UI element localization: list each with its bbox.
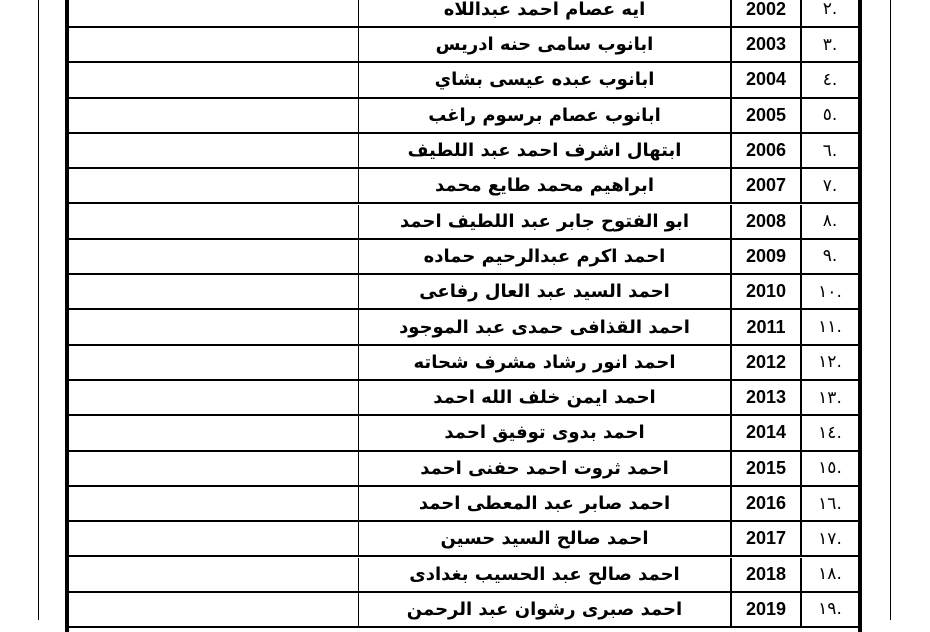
row-number-cell: .٥ [822, 105, 838, 126]
student-name-cell: احمد السيد عبد العال رفاعى [359, 275, 732, 308]
table-row [69, 487, 858, 522]
table-row [69, 134, 858, 169]
student-code-cell: 2010 [732, 275, 802, 308]
row-number-cell: .٨ [822, 211, 838, 232]
table-row [69, 169, 858, 204]
student-code-cell: 2003 [732, 28, 802, 61]
row-number-cell: .١٧ [818, 528, 842, 549]
student-name-cell: ابانوب سامى حنه ادريس [359, 28, 732, 61]
student-name-cell: احمد ايمن خلف الله احمد [359, 381, 732, 414]
table-row [69, 275, 858, 310]
student-name-cell: احمد صالح السيد حسين [359, 522, 732, 555]
student-name-cell: احمد صالح عبد الحسيب بغدادى [359, 558, 732, 591]
student-name-cell: ابانوب عصام برسوم راغب [359, 99, 732, 132]
table-row [69, 381, 858, 416]
student-code-cell: 2008 [732, 205, 802, 238]
student-name-cell: ابانوب عبده عيسى بشاي [359, 63, 732, 96]
blank-cell [69, 487, 359, 520]
blank-cell [69, 240, 359, 273]
page-border-right [890, 0, 891, 620]
blank-cell [69, 134, 359, 167]
student-name-cell: احمد صبرى رشوان عبد الرحمن [359, 593, 732, 626]
table-row [69, 310, 858, 345]
blank-cell [69, 99, 359, 132]
table-row [69, 558, 858, 593]
table-row [69, 452, 858, 487]
blank-cell [69, 310, 359, 343]
blank-cell [69, 381, 359, 414]
blank-cell [69, 522, 359, 555]
table-row [69, 416, 858, 451]
student-code-cell: 2017 [732, 522, 802, 555]
table-row [69, 0, 858, 28]
student-code-cell: 2005 [732, 99, 802, 132]
row-number-cell: .٤ [822, 69, 838, 90]
blank-cell [69, 275, 359, 308]
blank-cell [69, 452, 359, 485]
row-number-cell: .٧ [822, 175, 838, 196]
student-code-cell: 2009 [732, 240, 802, 273]
row-number-cell: .١٩ [818, 599, 842, 620]
student-code-cell: 2012 [732, 346, 802, 379]
table-row [69, 205, 858, 240]
student-name-cell: احمد صابر عبد المعطى احمد [359, 487, 732, 520]
student-name-cell: احمد اكرم عبدالرحيم حماده [359, 240, 732, 273]
blank-cell [69, 63, 359, 96]
table-row [69, 99, 858, 134]
table-row [69, 593, 858, 628]
row-number-cell: .١٣ [818, 387, 842, 408]
blank-cell [69, 205, 359, 238]
student-code-cell: 2007 [732, 169, 802, 202]
student-name-cell: احمد بدوى توفيق احمد [359, 416, 732, 449]
table-row [69, 28, 858, 63]
student-code-cell: 2013 [732, 381, 802, 414]
blank-cell [69, 593, 359, 626]
student-name-cell: احمد ثروت احمد حفنى احمد [359, 452, 732, 485]
blank-cell [69, 346, 359, 379]
student-code-cell: 2015 [732, 452, 802, 485]
student-code-cell: 2004 [732, 63, 802, 96]
page-border-left [38, 0, 39, 620]
row-number-cell: .١٨ [818, 564, 842, 585]
row-number-cell: .١٦ [818, 493, 842, 514]
blank-cell [69, 416, 359, 449]
blank-cell [69, 558, 359, 591]
student-name-cell: ايه عصام احمد عبداللاه [359, 0, 732, 26]
table-row [69, 240, 858, 275]
table-row [69, 522, 858, 557]
student-code-cell: 2014 [732, 416, 802, 449]
student-name-cell: ابو الفتوح جابر عبد اللطيف احمد [359, 205, 732, 238]
row-number-cell: .١١ [818, 317, 842, 338]
student-name-cell: ابتهال اشرف احمد عبد اللطيف [359, 134, 732, 167]
blank-cell [69, 0, 359, 26]
table-row [69, 346, 858, 381]
row-number-cell: .١٠ [818, 281, 842, 302]
row-number-cell: .١٢ [818, 352, 842, 373]
row-number-cell: .٦ [822, 140, 838, 161]
student-name-cell: ابراهيم محمد طايع محمد [359, 169, 732, 202]
student-code-cell: 2016 [732, 487, 802, 520]
row-number-cell: .٢ [822, 0, 838, 20]
row-number-cell: .١٥ [818, 458, 842, 479]
student-name-cell: احمد انور رشاد مشرف شحاته [359, 346, 732, 379]
row-number-cell: .١٤ [818, 422, 842, 443]
student-code-cell: 2019 [732, 593, 802, 626]
blank-cell [69, 169, 359, 202]
table-row [69, 63, 858, 98]
row-number-cell: .٣ [822, 34, 838, 55]
student-code-cell: 2006 [732, 134, 802, 167]
student-code-cell: 2002 [732, 0, 802, 26]
student-code-cell: 2018 [732, 558, 802, 591]
student-name-cell: احمد القذافى حمدى عبد الموجود [359, 310, 732, 343]
blank-cell [69, 28, 359, 61]
row-number-cell: .٩ [822, 246, 838, 267]
student-code-cell: 2011 [732, 310, 802, 343]
